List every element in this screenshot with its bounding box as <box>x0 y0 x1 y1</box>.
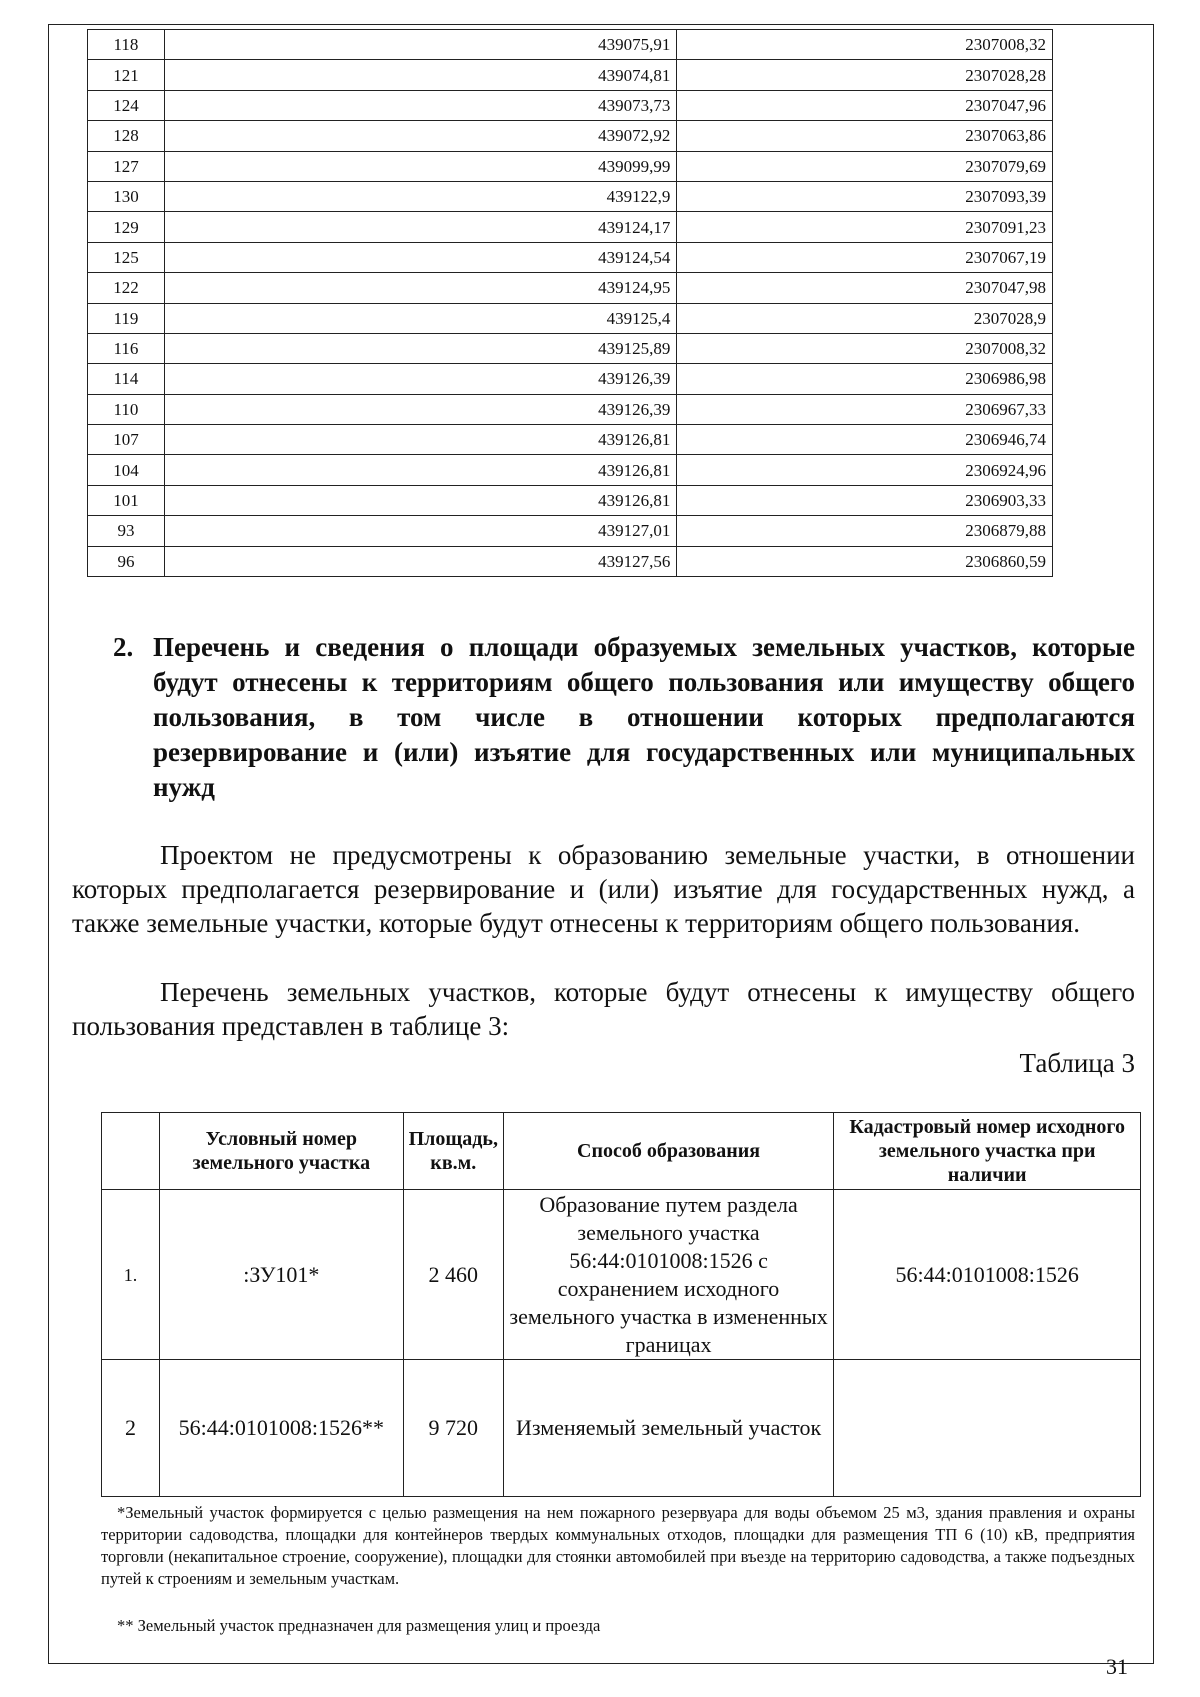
point-number: 101 <box>88 485 165 515</box>
table-header-row <box>102 1113 1141 1190</box>
table-row <box>88 212 1053 242</box>
coord-y: 2307028,9 <box>677 303 1053 333</box>
table-row <box>88 151 1053 181</box>
paragraph-list-intro: Перечень земельных участков, которые будут отнесены к имуществу общего пользования представлен в таблице 3: <box>72 977 1135 1041</box>
point-number: 104 <box>88 455 165 485</box>
cell-cadastral <box>834 1360 1141 1497</box>
coord-x: 439127,56 <box>164 546 676 576</box>
table-row <box>88 455 1053 485</box>
coord-x: 439125,89 <box>164 333 676 363</box>
coord-y: 2307047,98 <box>677 273 1053 303</box>
coord-x: 439074,81 <box>164 60 676 90</box>
point-number: 114 <box>88 364 165 394</box>
coord-x: 439125,4 <box>164 303 676 333</box>
table-row <box>88 485 1053 515</box>
table-row <box>88 60 1053 90</box>
cell-method: Образование путем раздела земельного участка 56:44:0101008:1526 с сохранением исходного земельного участка в измененных границах <box>503 1190 834 1360</box>
coord-x: 439127,01 <box>164 516 676 546</box>
coord-y: 2307028,28 <box>677 60 1053 90</box>
coord-y: 2306860,59 <box>677 546 1053 576</box>
table-row <box>88 273 1053 303</box>
table-row <box>88 333 1053 363</box>
coord-y: 2306903,33 <box>677 485 1053 515</box>
point-number: 118 <box>88 30 165 60</box>
coord-y: 2306879,88 <box>677 516 1053 546</box>
cell-area: 2 460 <box>403 1190 503 1360</box>
coord-y: 2306924,96 <box>677 455 1053 485</box>
coord-y: 2307008,32 <box>677 333 1053 363</box>
coord-x: 439075,91 <box>164 30 676 60</box>
coord-y: 2307079,69 <box>677 151 1053 181</box>
coord-y: 2307063,86 <box>677 121 1053 151</box>
coord-x: 439124,95 <box>164 273 676 303</box>
coord-x: 439124,17 <box>164 212 676 242</box>
cell-num: 1. <box>102 1190 160 1360</box>
coord-y: 2307091,23 <box>677 212 1053 242</box>
cell-method: Изменяемый земельный участок <box>503 1360 834 1497</box>
section-heading <box>113 630 1135 805</box>
point-number: 119 <box>88 303 165 333</box>
header-area: Площадь, кв.м. <box>403 1113 503 1190</box>
section-title: Перечень и сведения о площади образуемых земельных участков, которые будут отнесены к территориям общего пользования или имуществу общего пользования, в том числе в отношении которых предполагаются резервирование и (или) изъятие для государственных или муниципальных нужд <box>153 632 1135 802</box>
coord-y: 2307067,19 <box>677 242 1053 272</box>
cell-parcel: 56:44:0101008:1526** <box>159 1360 403 1497</box>
point-number: 93 <box>88 516 165 546</box>
coord-x: 439122,9 <box>164 181 676 211</box>
table-row <box>88 546 1053 576</box>
coord-x: 439126,81 <box>164 455 676 485</box>
point-number: 116 <box>88 333 165 363</box>
table-row <box>88 425 1053 455</box>
cell-parcel: :ЗУ101* <box>159 1190 403 1360</box>
coord-y: 2306967,33 <box>677 394 1053 424</box>
point-number: 130 <box>88 181 165 211</box>
header-parcel: Условный номер земельного участка <box>159 1113 403 1190</box>
coord-x: 439126,81 <box>164 485 676 515</box>
point-number: 110 <box>88 394 165 424</box>
coord-y: 2306986,98 <box>677 364 1053 394</box>
point-number: 125 <box>88 242 165 272</box>
cell-cadastral: 56:44:0101008:1526 <box>834 1190 1141 1360</box>
point-number: 96 <box>88 546 165 576</box>
table-row <box>88 90 1053 120</box>
point-number: 122 <box>88 273 165 303</box>
parcels-table <box>101 1112 1141 1497</box>
table-row <box>102 1360 1141 1497</box>
point-number: 127 <box>88 151 165 181</box>
coord-x: 439072,92 <box>164 121 676 151</box>
coord-x: 439124,54 <box>164 242 676 272</box>
table-row <box>88 181 1053 211</box>
point-number: 129 <box>88 212 165 242</box>
table-row <box>88 30 1053 60</box>
table-row <box>88 516 1053 546</box>
footnote-2: ** Земельный участок предназначен для размещения улиц и проезда <box>117 1616 601 1635</box>
cell-area: 9 720 <box>403 1360 503 1497</box>
paragraph-no-reserved-parcels: Проектом не предусмотрены к образованию земельные участки, в отношении которых предполагается резервирование и (или) изъятие для государственных нужд, а также земельные участки, которые будут отнесены к территориям общего пользования. <box>72 840 1135 938</box>
page-number: 31 <box>1106 1654 1128 1679</box>
coord-x: 439099,99 <box>164 151 676 181</box>
coord-x: 439126,39 <box>164 364 676 394</box>
header-num <box>102 1113 160 1190</box>
coord-x: 439126,39 <box>164 394 676 424</box>
table-row <box>88 364 1053 394</box>
point-number: 128 <box>88 121 165 151</box>
coord-y: 2307008,32 <box>677 30 1053 60</box>
table-row <box>102 1190 1141 1360</box>
section-number: 2. <box>113 632 134 662</box>
point-number: 124 <box>88 90 165 120</box>
coordinates-table <box>87 29 1053 577</box>
table-row <box>88 394 1053 424</box>
table-row <box>88 121 1053 151</box>
table-caption: Таблица 3 <box>1019 1048 1135 1078</box>
cell-num: 2 <box>102 1360 160 1497</box>
coord-x: 439073,73 <box>164 90 676 120</box>
table-row <box>88 242 1053 272</box>
coord-y: 2307047,96 <box>677 90 1053 120</box>
coord-y: 2307093,39 <box>677 181 1053 211</box>
footnote-1: *Земельный участок формируется с целью размещения на нем пожарного резервуара для воды объемом 25 м3, здания правления и охраны территории садоводства, площадки для контейнеров твердых коммунальных отходов, площадки для размещения ТП 6 (10) кВ, предприятия торговли (некапитальное строение, сооружение), площадки для стоянки автомобилей при въезде на территорию садоводства, а также подъездных путей к строениям и земельным участкам. <box>101 1503 1135 1588</box>
table-row <box>88 303 1053 333</box>
coord-y: 2306946,74 <box>677 425 1053 455</box>
coord-x: 439126,81 <box>164 425 676 455</box>
header-method: Способ образования <box>503 1113 834 1190</box>
header-cadastral: Кадастровый номер исходного земельного участка при наличии <box>834 1113 1141 1190</box>
point-number: 121 <box>88 60 165 90</box>
point-number: 107 <box>88 425 165 455</box>
